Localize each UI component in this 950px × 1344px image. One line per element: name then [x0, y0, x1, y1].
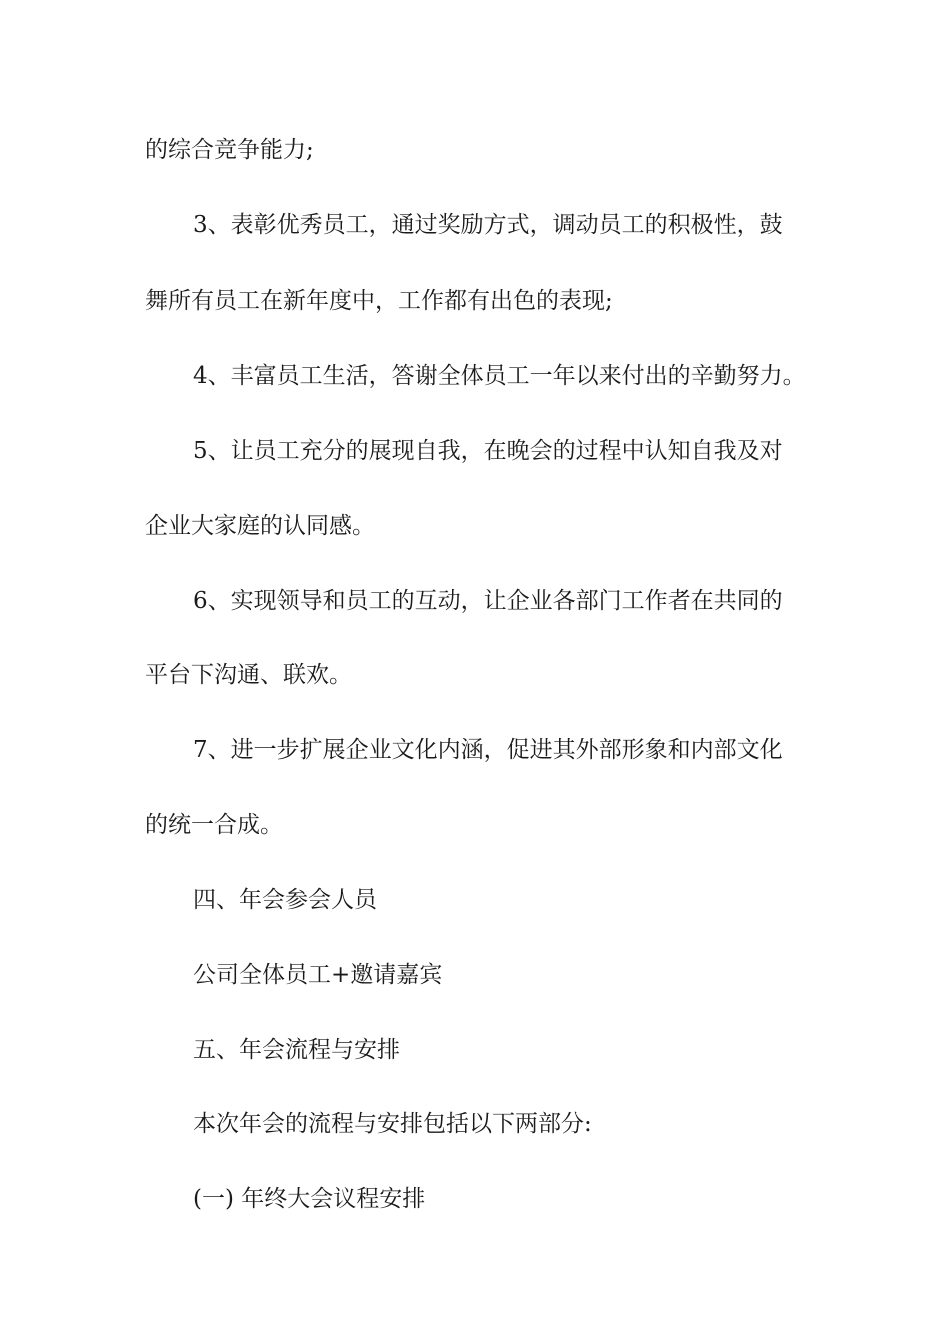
subsection-heading-agenda: (一) 年终大会议程安排: [193, 1186, 426, 1212]
list-item-5-line-1: 5、让员工充分的展现自我，在晚会的过程中认知自我及对: [193, 438, 783, 464]
attendees-text: 公司全体员工+邀请嘉宾: [193, 962, 443, 988]
section-heading-process: 五、年会流程与安排: [193, 1037, 400, 1063]
list-item-4: 4、丰富员工生活，答谢全体员工一年以来付出的辛勤努力。: [193, 363, 806, 389]
section-heading-attendees: 四、年会参会人员: [193, 887, 377, 913]
list-item-7-line-2: 的统一合成。: [145, 812, 283, 838]
list-item-6-line-2: 平台下沟通、联欢。: [145, 662, 352, 688]
text-line-1: 的综合竞争能力;: [145, 137, 314, 163]
list-item-7-line-1: 7、进一步扩展企业文化内涵，促进其外部形象和内部文化: [193, 737, 783, 763]
list-item-3-line-1: 3、表彰优秀员工，通过奖励方式，调动员工的积极性，鼓: [193, 212, 783, 238]
process-intro-text: 本次年会的流程与安排包括以下两部分:: [193, 1111, 592, 1137]
list-item-5-line-2: 企业大家庭的认同感。: [145, 513, 375, 539]
list-item-3-line-2: 舞所有员工在新年度中，工作都有出色的表现;: [145, 288, 613, 314]
list-item-6-line-1: 6、实现领导和员工的互动，让企业各部门工作者在共同的: [193, 588, 783, 614]
